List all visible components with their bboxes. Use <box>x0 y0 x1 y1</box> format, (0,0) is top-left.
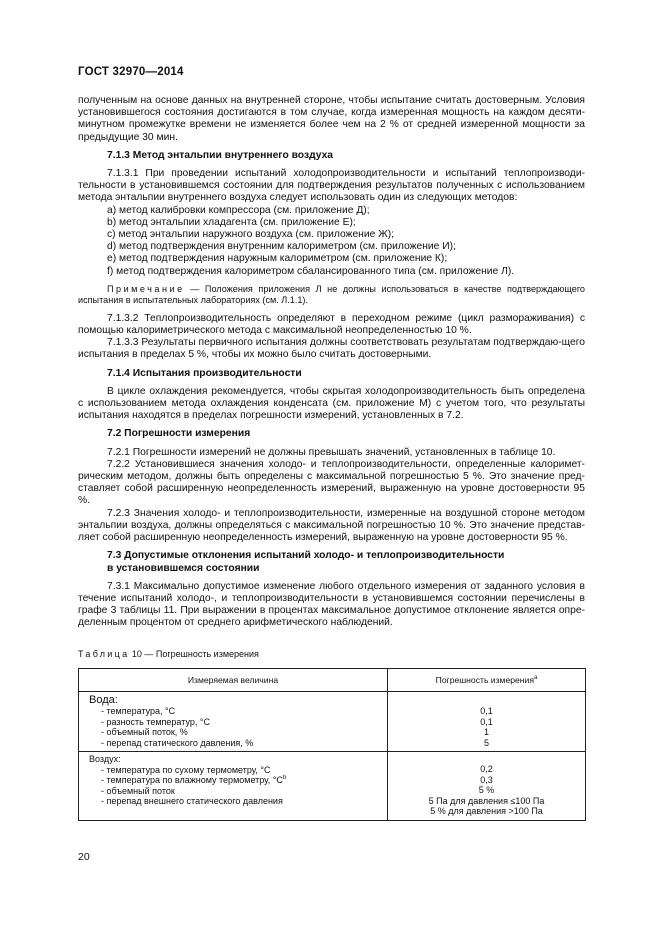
table-item-value: 0,1 <box>480 716 493 727</box>
paragraph-7-2-3: 7.2.3 Значения холодо- и теплопроизводительности, измеренные на воздушной стороне методом энтальпии воздуха, должны определяться с максимальной погрешностью 10 %. Это значение представ-ляет собой расширенную неопределенность измерений, выраженную на уровне достоверности 95 %. <box>78 507 585 544</box>
section-7-1-3-heading: 7.1.3 Метод энтальпии внутреннего воздуха <box>107 149 334 161</box>
footnote-marker: a <box>534 675 538 682</box>
table-item-name: - температура по влажному термометру, $^\circ С^b$ <box>101 775 287 785</box>
section-7-3-heading-cont: в установившемся состоянии <box>107 562 260 574</box>
method-list-item: a) метод калибровки компрессора (см. приложение Д); <box>107 204 370 216</box>
table-item-value: 5 <box>483 737 489 748</box>
table-item-value: 5 % для давления >100 Па <box>430 806 543 816</box>
table-item-value: 0,2 <box>480 764 493 774</box>
table-header-row <box>79 669 586 692</box>
method-list-item: f) метод подтверждения калориметром сбалансированного типа (см. приложение Л). <box>107 265 515 277</box>
table-item-value: 0,1 <box>480 706 493 716</box>
column-header-quantity: Измеряемая величина <box>79 669 388 692</box>
section-7-1-4-heading: 7.1.4 Испытания производительности <box>107 367 302 379</box>
water-quantities-cell <box>79 692 388 752</box>
air-group-title: Воздух: <box>89 754 121 764</box>
table-item-name: - перепад внешнего статического давления <box>101 796 283 806</box>
note-label: Примечание <box>107 283 185 294</box>
page-number: 20 <box>78 851 90 863</box>
document-header: ГОСТ 32970—2014 <box>78 66 184 78</box>
table-item-value: 5 % <box>478 785 495 795</box>
paragraph-7-1-3-2: 7.1.3.2 Теплопроизводительность определяют в переходном режиме (цикл размораживания) с помощью калориметрического метода с максимальной неопределенностью 10 %. <box>78 312 585 337</box>
intro-paragraph: полученным на основе данных на внутренней стороне, чтобы испытание считать достоверным. Условия установившегося состояния достигаются в том случае, когда измеренная мощность на каждом десяти-минутном промежутке времени не изменяется более чем на 2 % от средней измеренной мощности за предыдущие 30 мин. <box>78 95 585 143</box>
measurement-error-table <box>78 668 586 821</box>
method-list-item: d) метод подтверждения внутренним калориметром (см. приложение И); <box>107 241 456 253</box>
note <box>78 284 585 307</box>
section-7-3-heading: 7.3 Допустимые отклонения испытаний холодо- и теплопроизводительности <box>107 550 505 562</box>
table-caption-text: 10 — Погрешность измерения <box>129 649 259 659</box>
column-header-error: Погрешность измерения$^a$ <box>388 669 586 692</box>
table-caption-label: Таблица <box>78 649 130 659</box>
water-values-cell <box>388 692 586 752</box>
paragraph-7-1-3-3: 7.1.3.3 Результаты первичного испытания должны соответствовать результатам подтверждаю-щего испытания в пределах 5 %, чтобы их можно было считать достоверными. <box>78 337 585 361</box>
paragraph-7-3-1: 7.3.1 Максимально допустимое изменение любого отдельного измерения от заданного условия в течение испытаний холодо-, и теплопроизводительности в установившемся состоянии перечислены в графе 3 таблицы 11. При выражении в процентах максимальное допустимое отклонение является опре-деленным процентом от среднего арифметического наблюдений. <box>78 580 585 629</box>
paragraph-7-2-1: 7.2.1 Погрешности измерений не должны превышать значений, установленных в таблице 10. <box>107 446 556 458</box>
note-text: — Положения приложения Л не должны использоваться в качестве подтверждающего испытания в испытательных лабораториях (см. Л.1.1). <box>78 283 585 306</box>
method-list-item: b) метод энтальпии хладагента (см. приложение Е); <box>107 216 356 228</box>
table-item-value: 0,3 <box>480 774 493 785</box>
paragraph-7-1-4: В цикле охлаждения рекомендуется, чтобы скрытая холодопроизводительность быть определена с использованием метода охлаждения конденсата (см. приложение М) с учетом того, что результаты испытания находятся в пределах погрешности измерений, установленных в 7.2. <box>78 385 585 422</box>
table-item-name: - температура, °С <box>101 706 176 716</box>
method-list-item: c) метод энтальпии наружного воздуха (см. приложение Ж); <box>107 229 394 241</box>
water-group-title: Вода: <box>89 694 118 706</box>
method-list-item: e) метод подтверждения наружным калориметром (см. приложение К); <box>107 253 448 265</box>
table-item-name: - перепад статического давления, % <box>101 737 254 748</box>
table-item-name: - разность температур, °С <box>101 716 210 727</box>
table-item-value: 1 <box>483 727 489 737</box>
table-item-value: 5 Па для давления ≤100 Па <box>428 795 545 806</box>
table-item-name: - температура по сухому термометру, °С <box>101 764 271 775</box>
table-row <box>79 692 586 752</box>
table-item-name: - объемный поток, % <box>101 727 188 737</box>
paragraph-7-2-2: 7.2.2 Установившиеся значения холодо- и теплопроизводительности, определенные калоримет-рическим методом, должны быть определены с максимальной погрешностью 5 %. Это значение пред-ставляет собой расширенную неопределенность измерений, выраженную на уровне достоверности 95 %. <box>78 458 585 507</box>
table-caption <box>78 649 259 659</box>
table-item-name: - объемный поток <box>101 785 175 796</box>
section-7-2-heading: 7.2 Погрешности измерения <box>107 428 251 440</box>
air-quantities-cell <box>79 752 388 821</box>
document-body <box>78 95 585 630</box>
air-values-cell <box>388 752 586 821</box>
paragraph-7-1-3-1: 7.1.3.1 При проведении испытаний холодопроизводительности и испытаний теплопроизводи-тельности в установившемся состоянии для подтверждения результатов полученных с использованием метода энтальпии внутреннего воздуха следует использовать один из следующих методов: <box>78 168 585 204</box>
footnote-marker: b <box>282 775 287 781</box>
table-row <box>79 752 586 821</box>
